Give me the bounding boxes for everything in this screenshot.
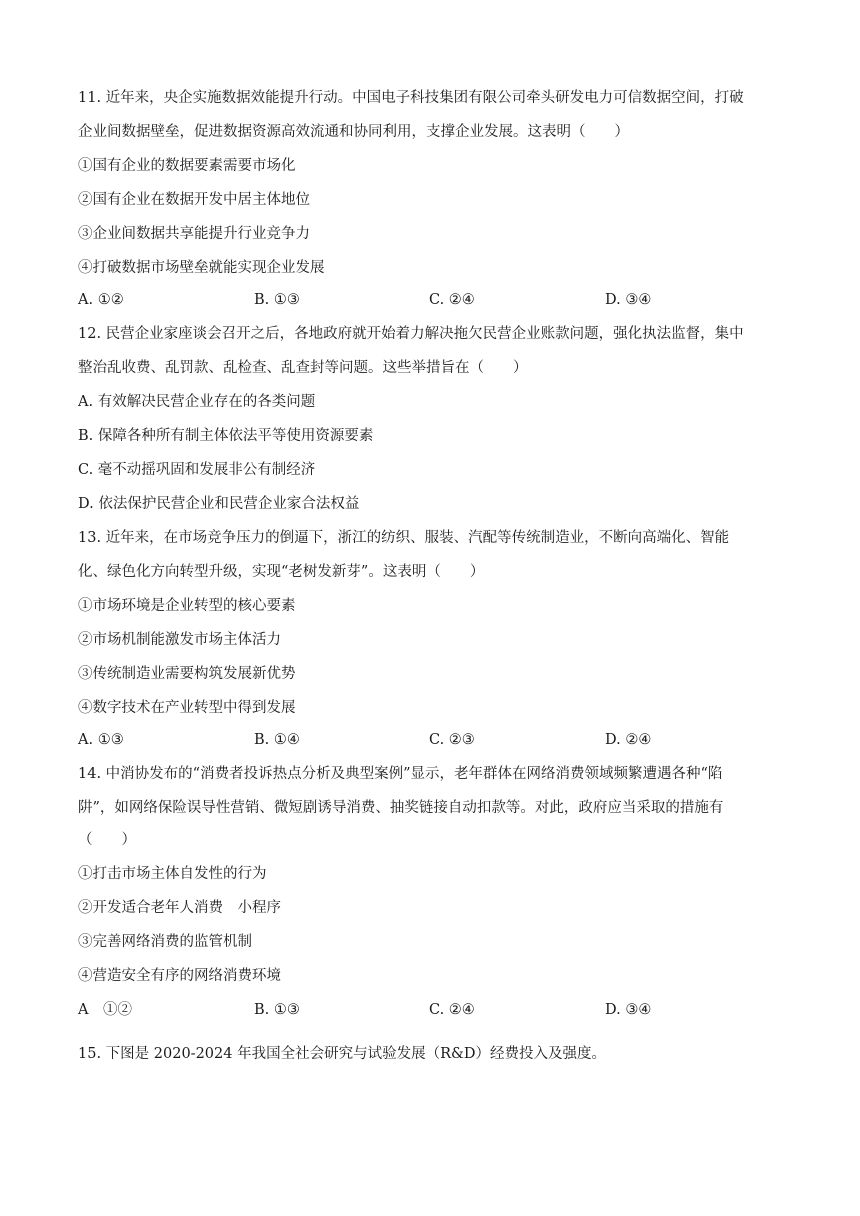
choice-d: D. 依法保护民营企业和民营企业家合法权益 — [78, 496, 360, 512]
statement-item: ①国有企业的数据要素需要市场化 — [78, 158, 296, 174]
choice-c: C. 毫不动摇巩固和发展非公有制经济 — [78, 462, 316, 478]
statement-item: ③完善网络消费的监管机制 — [78, 934, 252, 950]
statement-item: ④打破数据市场壁垒就能实现企业发展 — [78, 260, 325, 276]
question-stem: 14. 中消协发布的“消费者投诉热点分析及典型案例”显示，老年群体在网络消费领域频繁遭遇各种“陷 — [78, 766, 723, 782]
statement-item: ①市场环境是企业转型的核心要素 — [78, 598, 296, 614]
option-d: D. ③④ — [605, 1002, 652, 1018]
question-stem: 阱”，如网络保险误导性营销、微短剧诱导消费、抽奖链接自动扣款等。对此，政府应当采取的措施有 — [78, 800, 724, 816]
question-stem: 整治乱收费、乱罚款、乱检查、乱查封等问题。这些举措旨在（ ） — [78, 360, 528, 376]
option-a: A. ①③ — [78, 732, 124, 748]
question-stem: 13. 近年来，在市场竞争压力的倒逼下，浙江的纺织、服装、汽配等传统制造业，不断向高端化、智能 — [78, 530, 730, 546]
answer-options — [78, 1000, 788, 1020]
statement-item: ④数字技术在产业转型中得到发展 — [78, 700, 296, 716]
option-b: B. ①③ — [254, 1002, 300, 1018]
question-stem: 15. 下图是 2020-2024 年我国全社会研究与试验发展（R&D）经费投入及强度。 — [78, 1046, 607, 1062]
choice-a: A. 有效解决民营企业存在的各类问题 — [78, 394, 316, 410]
option-d: D. ②④ — [605, 732, 652, 748]
question-stem: 11. 近年来，央企实施数据效能提升行动。中国电子科技集团有限公司牵头研发电力可信数据空间，打破 — [78, 90, 744, 106]
statement-item: ④营造安全有序的网络消费环境 — [78, 968, 281, 984]
option-d: D. ③④ — [605, 292, 652, 308]
statement-item: ②开发适合老年人消费 小程序 — [78, 900, 281, 916]
statement-item: ②市场机制能激发市场主体活力 — [78, 632, 281, 648]
option-c: C. ②④ — [429, 292, 475, 308]
question-stem: 12. 民营企业家座谈会召开之后，各地政府就开始着力解决拖欠民营企业账款问题，强化执法监督，集中 — [78, 326, 744, 342]
option-c: C. ②③ — [429, 732, 475, 748]
statement-item: ③企业间数据共享能提升行业竞争力 — [78, 226, 310, 242]
statement-item: ③传统制造业需要构筑发展新优势 — [78, 666, 296, 682]
answer-options — [78, 290, 788, 310]
statement-item: ②国有企业在数据开发中居主体地位 — [78, 192, 310, 208]
option-b: B. ①④ — [254, 732, 300, 748]
statement-item: ①打击市场主体自发性的行为 — [78, 866, 267, 882]
option-c: C. ②④ — [429, 1002, 475, 1018]
option-a: A ①② — [78, 1002, 132, 1018]
question-stem: 企业间数据壁垒，促进数据资源高效流通和协同利用，支撑企业发展。这表明（ ） — [78, 124, 629, 140]
choice-b: B. 保障各种所有制主体依法平等使用资源要素 — [78, 428, 374, 444]
answer-options — [78, 730, 788, 750]
question-stem: （ ） — [78, 832, 136, 848]
option-a: A. ①② — [78, 292, 124, 308]
option-b: B. ①③ — [254, 292, 300, 308]
question-stem: 化、绿色化方向转型升级，实现“老树发新芽”。这表明（ ） — [78, 564, 485, 580]
